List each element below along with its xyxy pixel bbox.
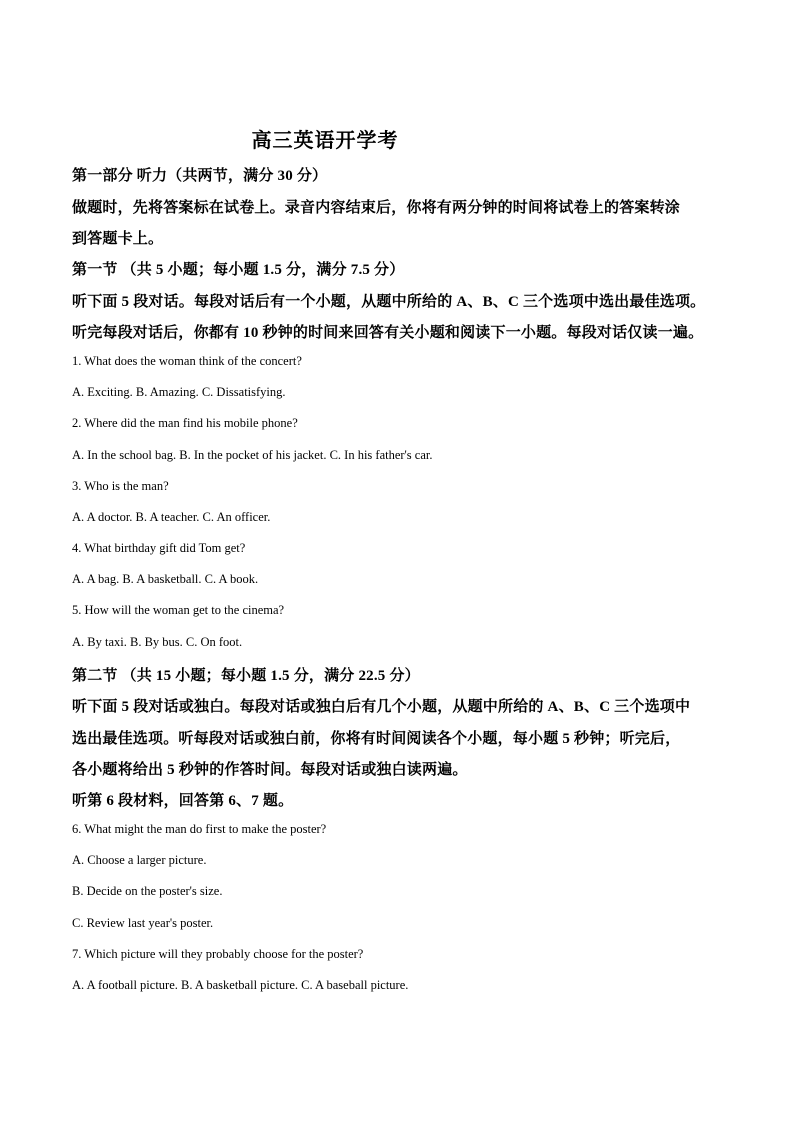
section1-heading: 第一节 （共 5 小题；每小题 1.5 分，满分 7.5 分） (72, 262, 405, 278)
material-6-heading: 听第 6 段材料，回答第 6、7 题。 (72, 793, 294, 809)
part1-heading: 第一部分 听力（共两节，满分 30 分） (72, 168, 328, 184)
section1-instruction-line1: 听下面 5 段对话。每段对话后有一个小题，从题中所给的 A、B、C 三个选项中选出最佳选项。 (72, 294, 706, 310)
section2-instruction-line3: 各小题将给出 5 秒钟的作答时间。每段对话或独白读两遍。 (72, 762, 468, 778)
question-5-options: A. By taxi. B. By bus. C. On foot. (72, 635, 243, 649)
question-2-options: A. In the school bag. B. In the pocket of his jacket. C. In his father's car. (72, 448, 433, 462)
question-6-option-c: C. Review last year's poster. (72, 916, 214, 930)
section2-heading: 第二节 （共 15 小题；每小题 1.5 分，满分 22.5 分） (72, 668, 420, 684)
question-2: 2. Where did the man find his mobile phone? (72, 416, 298, 430)
question-5: 5. How will the woman get to the cinema? (72, 603, 285, 617)
question-7-options: A. A football picture. B. A basketball picture. C. A baseball picture. (72, 978, 409, 992)
question-6-option-b: B. Decide on the poster's size. (72, 884, 223, 898)
question-6: 6. What might the man do first to make the poster? (72, 822, 327, 836)
section1-instruction-line2: 听完每段对话后，你都有 10 秒钟的时间来回答有关小题和阅读下一小题。每段对话仅读一遍。 (72, 325, 704, 341)
question-3-options: A. A doctor. B. A teacher. C. An officer. (72, 510, 271, 524)
question-1: 1. What does the woman think of the concert? (72, 354, 302, 368)
section2-instruction-line1: 听下面 5 段对话或独白。每段对话或独白后有几个小题，从题中所给的 A、B、C 三个选项中 (72, 699, 691, 715)
page-title: 高三英语开学考 (251, 130, 399, 152)
question-4: 4. What birthday gift did Tom get? (72, 541, 246, 555)
part1-instruction-line2: 到答题卡上。 (72, 231, 164, 247)
question-1-options: A. Exciting. B. Amazing. C. Dissatisfying. (72, 385, 286, 399)
question-4-options: A. A bag. B. A basketball. C. A book. (72, 572, 259, 586)
part1-instruction-line1: 做题时，先将答案标在试卷上。录音内容结束后，你将有两分钟的时间将试卷上的答案转涂 (72, 200, 681, 216)
question-6-option-a: A. Choose a larger picture. (72, 853, 207, 867)
section2-instruction-line2: 选出最佳选项。听每段对话或独白前，你将有时间阅读各个小题，每小题 5 秒钟；听完后， (72, 731, 681, 747)
question-7: 7. Which picture will they probably choose for the poster? (72, 947, 364, 961)
question-3: 3. Who is the man? (72, 479, 169, 493)
